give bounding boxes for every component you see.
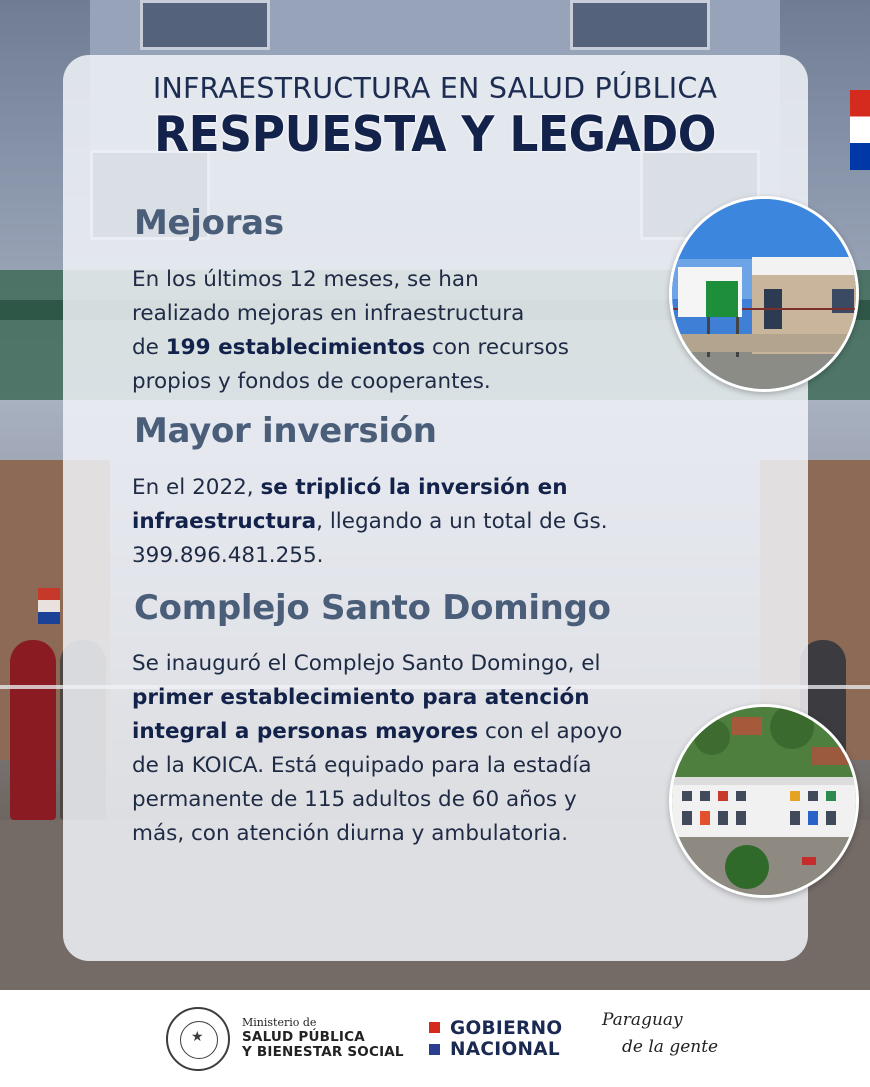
health-facility-photo: [669, 196, 859, 392]
body-text: de: [132, 335, 166, 360]
footer: [0, 990, 870, 1087]
section-title-mayor-inversion: Mayor inversión: [134, 411, 437, 451]
section-body-mejoras: [132, 263, 569, 399]
body-line: de la KOICA. Está equipado para la estadía: [132, 753, 592, 778]
body-line: propios y fondos de cooperantes.: [132, 369, 491, 394]
section-title-mejoras: Mejoras: [134, 203, 284, 243]
body-text: , llegando a un total de Gs.: [316, 509, 608, 534]
star-icon: ★: [191, 1029, 204, 1045]
ministry-name-line2: Y BIENESTAR SOCIAL: [242, 1044, 404, 1060]
slogan-line1: Paraguay: [602, 1010, 683, 1030]
window: [570, 0, 710, 50]
body-line: [132, 715, 622, 749]
ministry-name-line1: SALUD PÚBLICA: [242, 1029, 365, 1045]
gobierno-line1: GOBIERNO: [450, 1018, 563, 1039]
blue-square-icon: [429, 1044, 440, 1055]
santo-domingo-aerial-photo: [669, 704, 859, 898]
red-square-icon: [429, 1022, 440, 1033]
section-title-complejo-santo-domingo: Complejo Santo Domingo: [134, 588, 611, 628]
highlight-text: primer establecimiento para atención: [132, 685, 590, 710]
body-line: 399.896.481.255.: [132, 543, 324, 568]
body-line: [132, 681, 622, 715]
page-kicker: INFRAESTRUCTURA EN SALUD PÚBLICA: [152, 72, 718, 105]
body-line: En los últimos 12 meses, se han: [132, 267, 479, 292]
body-line: Se inauguró el Complejo Santo Domingo, el: [132, 651, 601, 676]
slogan-line2: de la gente: [622, 1037, 719, 1057]
body-text: En el 2022,: [132, 475, 261, 500]
body-line: [132, 471, 608, 505]
body-line: [132, 505, 608, 539]
building-photo-icon: [672, 199, 859, 392]
body-line: realizado mejoras en infraestructura: [132, 301, 525, 326]
body-text: con recursos: [425, 335, 569, 360]
highlight-text: 199 establecimientos: [165, 335, 426, 360]
paraguay-flag-icon: [38, 588, 60, 624]
aerial-photo-icon: [672, 707, 859, 898]
body-line: [132, 331, 569, 365]
highlight-text: infraestructura: [132, 509, 317, 534]
window: [140, 0, 270, 50]
page-title: RESPUESTA Y LEGADO: [154, 106, 716, 163]
gobierno-line2: NACIONAL: [450, 1039, 560, 1060]
highlight-text: integral a personas mayores: [132, 719, 479, 744]
ministry-label: Ministerio de: [242, 1016, 317, 1029]
body-text: con el apoyo: [478, 719, 623, 744]
section-body-mayor-inversion: [132, 471, 608, 573]
person-silhouette: [10, 640, 56, 820]
section-body-complejo-santo-domingo: [132, 647, 622, 851]
ministry-seal-icon: [166, 1007, 230, 1071]
body-line: permanente de 115 adultos de 60 años y: [132, 787, 577, 812]
highlight-text: se triplicó la inversión en: [260, 475, 568, 500]
body-line: más, con atención diurna y ambulatoria.: [132, 821, 569, 846]
